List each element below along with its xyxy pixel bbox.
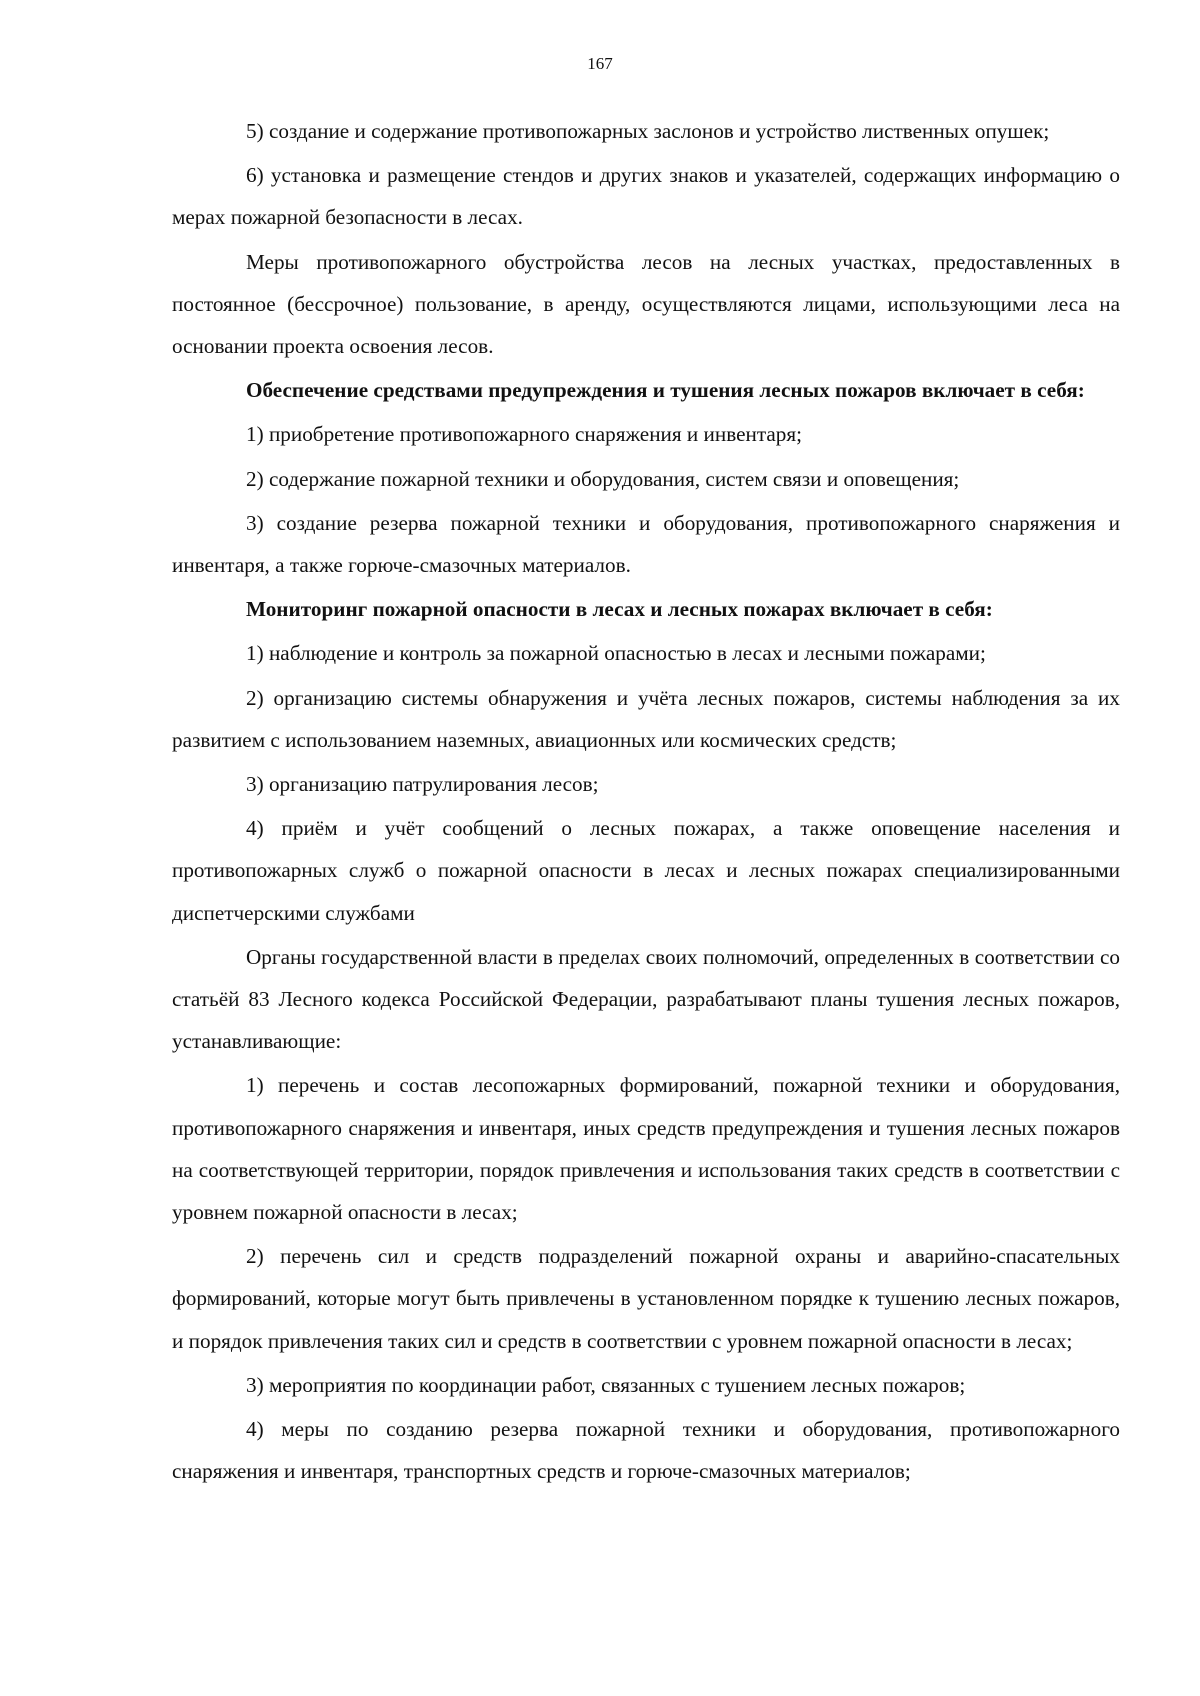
list-item-1-equipment: 1) приобретение противопожарного снаряжения и инвентаря; bbox=[246, 422, 803, 447]
list-item-5-barriers: 5) создание и содержание противопожарных заслонов и устройство лиственных опушек; bbox=[246, 119, 1050, 143]
list-item-1-observation: 1) наблюдение и контроль за пожарной опасностью в лесах и лесными пожарами; bbox=[246, 641, 986, 666]
section-heading-monitoring: Мониторинг пожарной опасности в лесах и лесных пожарах включает в себя: bbox=[246, 597, 993, 622]
list-item-4-reserve-measures: 4) меры по созданию резерва пожарной техники и оборудования, противопожарного снаряжения и инвентаря, транспортных средств и горюче-смазочных материалов; bbox=[172, 1417, 1120, 1484]
list-item-4-messages: 4) приём и учёт сообщений о лесных пожарах, а также оповещение населения и противопожарных служб о пожарной опасности в лесах и лесных пожарах специализированными диспетчерскими службами bbox=[172, 816, 1120, 925]
list-item-6-stands: 6) установка и размещение стендов и других знаков и указателей, содержащих информацию о мерах пожарной безопасности в лесах. bbox=[172, 163, 1120, 230]
paragraph-authorities-plans: Органы государственной власти в пределах своих полномочий, определенных в соответствии со статьёй 83 Лесного кодекса Российской Федерации, разрабатывают планы тушения лесных пожаров, устанавливающие: bbox=[172, 944, 1120, 1054]
list-item-1-formations: 1) перечень и состав лесопожарных формирований, пожарной техники и оборудования, противопожарного снаряжения и инвентаря, иных средств предупреждения и тушения лесных пожаров на соответствующей территории, порядок привлечения и использования таких средств в соответствии с уровнем пожарной опасности в лесах; bbox=[172, 1073, 1120, 1225]
list-item-3-patrol: 3) организацию патрулирования лесов; bbox=[246, 772, 599, 797]
list-item-3-reserve: 3) создание резерва пожарной техники и оборудования, противопожарного снаряжения и инвентаря, а также горюче-смазочных материалов. bbox=[172, 510, 1120, 578]
paragraph-fire-arrangement-measures: Меры противопожарного обустройства лесов на лесных участках, предоставленных в постоянное (бессрочное) пользование, в аренду, осуществляются лицами, использующими леса на основании проекта освоения лесов. bbox=[172, 249, 1120, 359]
document-body bbox=[172, 110, 1120, 1495]
list-item-2-detection-system: 2) организацию системы обнаружения и учёта лесных пожаров, системы наблюдения за их развитием с использованием наземных, авиационных или космических средств; bbox=[172, 685, 1120, 752]
section-heading-fire-means: Обеспечение средствами предупреждения и тушения лесных пожаров включает в себя: bbox=[246, 378, 1085, 403]
list-item-3-coordination: 3) мероприятия по координации работ, связанных с тушением лесных пожаров; bbox=[246, 1372, 966, 1397]
list-item-2-forces: 2) перечень сил и средств подразделений пожарной охраны и аварийно-спасательных формирований, которые могут быть привлечены в установленном порядке к тушению лесных пожаров, и порядок привлечения таких сил и средств в соответствии с уровнем пожарной опасности в лесах; bbox=[172, 1244, 1120, 1353]
list-item-2-maintenance: 2) содержание пожарной техники и оборудования, систем связи и оповещения; bbox=[246, 466, 960, 491]
page-number: 167 bbox=[587, 54, 613, 73]
